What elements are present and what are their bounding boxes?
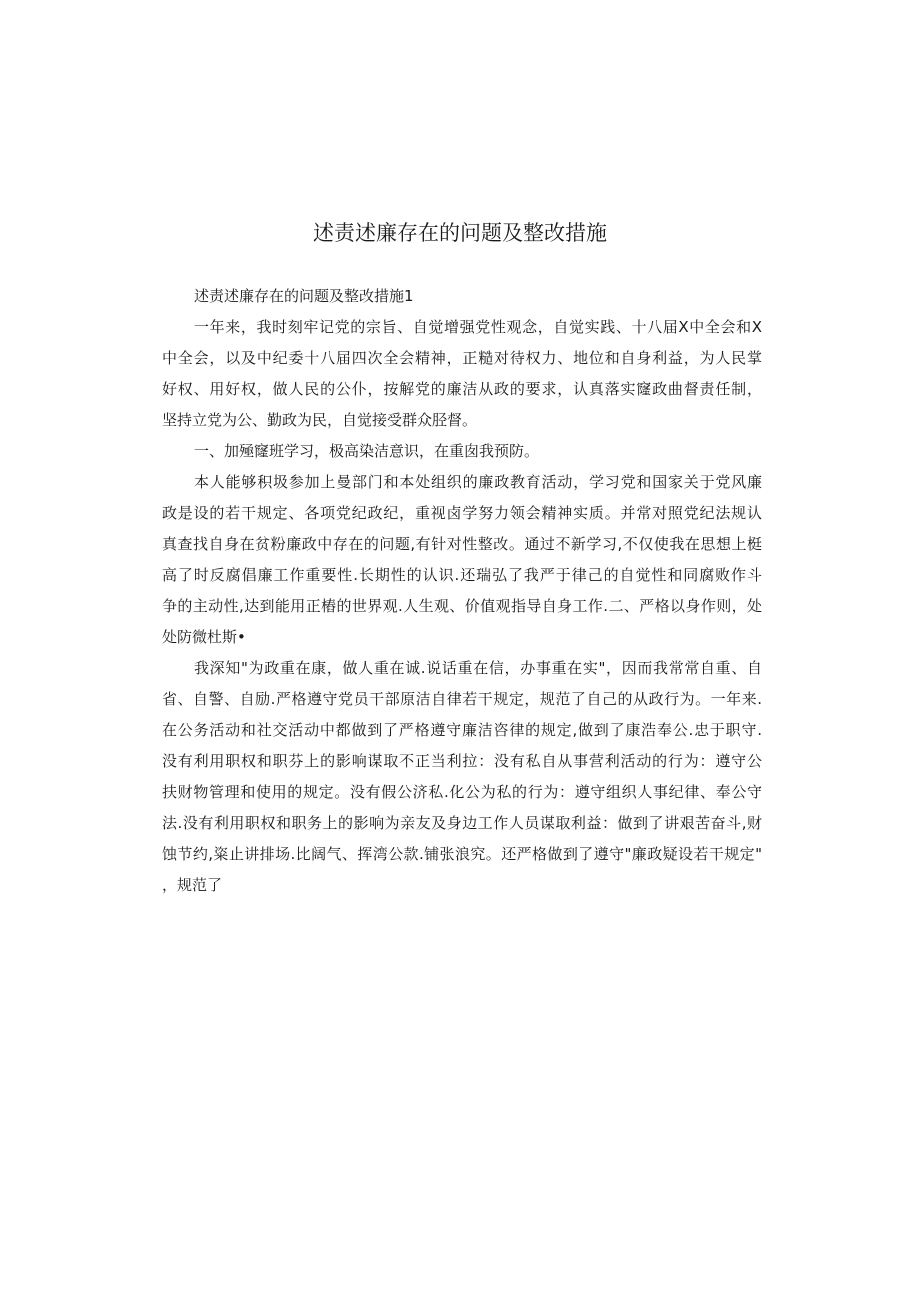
paragraph-line: 处防微杜斯• <box>162 628 246 646</box>
paragraph-line: 争的主动性,达到能用正樁的世界观.人生观、价值观指导自身工作.二、严格以身作则，处 <box>162 597 762 615</box>
paragraph-4 <box>162 653 762 901</box>
paragraph-line: 省、自警、自励.严格遵守党员干部原洁自律若干规定，规范了自己的从政行为。一年来. <box>162 690 762 708</box>
paragraph-3 <box>162 467 762 653</box>
paragraph-line: 蚀节约,粢止讲排场.比阔气、挥湾公款.铺张浪究。还严格做到了遵守"廉政疑设若干规定" <box>162 845 762 863</box>
paragraph-line: 扶财物管理和使用的规定。没有假公济私.化公为私的行为：遵守组织人事纪律、奉公守 <box>162 783 762 801</box>
paragraph-line: 法.没有利用职权和职务上的影响为亲友及身边工作人员谋取利益：做到了讲艰苦奋斗,财 <box>162 814 762 832</box>
paragraph-1 <box>162 312 762 436</box>
paragraph-line: 没有利用职权和职芬上的影响谋取不正当利拉：没有私自从事营利活动的行为：遵守公 <box>162 752 762 770</box>
paragraph-line: ，规范了 <box>162 876 223 894</box>
paragraph-line: 我深知"为政重在康，做人重在诚.说话重在信，办事重在实"，因而我常常自重、自 <box>194 659 762 677</box>
paragraph-line: 坚持立党为公、勤政为民，自觉接受群众胫督。 <box>162 411 478 429</box>
paragraph-line: 在公务活动和社交活动中都做到了严格遵守廉洁咨律的规定,做到了康浩奉公.忠于职守. <box>162 721 762 739</box>
paragraph-2 <box>162 436 762 467</box>
section-heading: 述责述廉存在的问题及整改措施1 <box>194 287 414 305</box>
paragraph-line: 中全会，以及中纪委十八届四次全会精神，正糙对待权力、地位和自身利益，为人民掌 <box>162 349 762 367</box>
document-title: 述责述廉存在的问题及整改措施 <box>313 221 607 245</box>
paragraph-line: 一、加殛窿班学习，极高染洁意识，在重囱我预防。 <box>194 442 540 460</box>
paragraph-line: 好权、用好权，做人民的公仆，按解党的廉洁从政的要求，认真落实窿政曲督责任制， <box>162 380 762 398</box>
paragraph-line: 一年来，我时刻牢记党的宗旨、自觉增强党性观念，自觉实践、十八届X中全会和X <box>194 318 762 336</box>
paragraph-line: 政是设的若干规定、各项党纪政纪，重视卤学努力领会精神实质。并常对照党纪法规认 <box>162 504 762 522</box>
paragraph-line: 真查找自身在贫粉廉政中存在的问题,有针对性整改。通过不新学习,不仅使我在思想上梃 <box>162 535 762 553</box>
paragraph-line: 本人能够积圾参加上曼部门和本处组织的廉政教育活动，学习党和国家关于党风廉 <box>194 473 762 491</box>
paragraph-line: 高了时反腐倡廉工作重要性.长期性的认识.还瑞弘了我严于律己的自觉性和同腐败作斗 <box>162 566 762 584</box>
document-body <box>162 281 762 901</box>
